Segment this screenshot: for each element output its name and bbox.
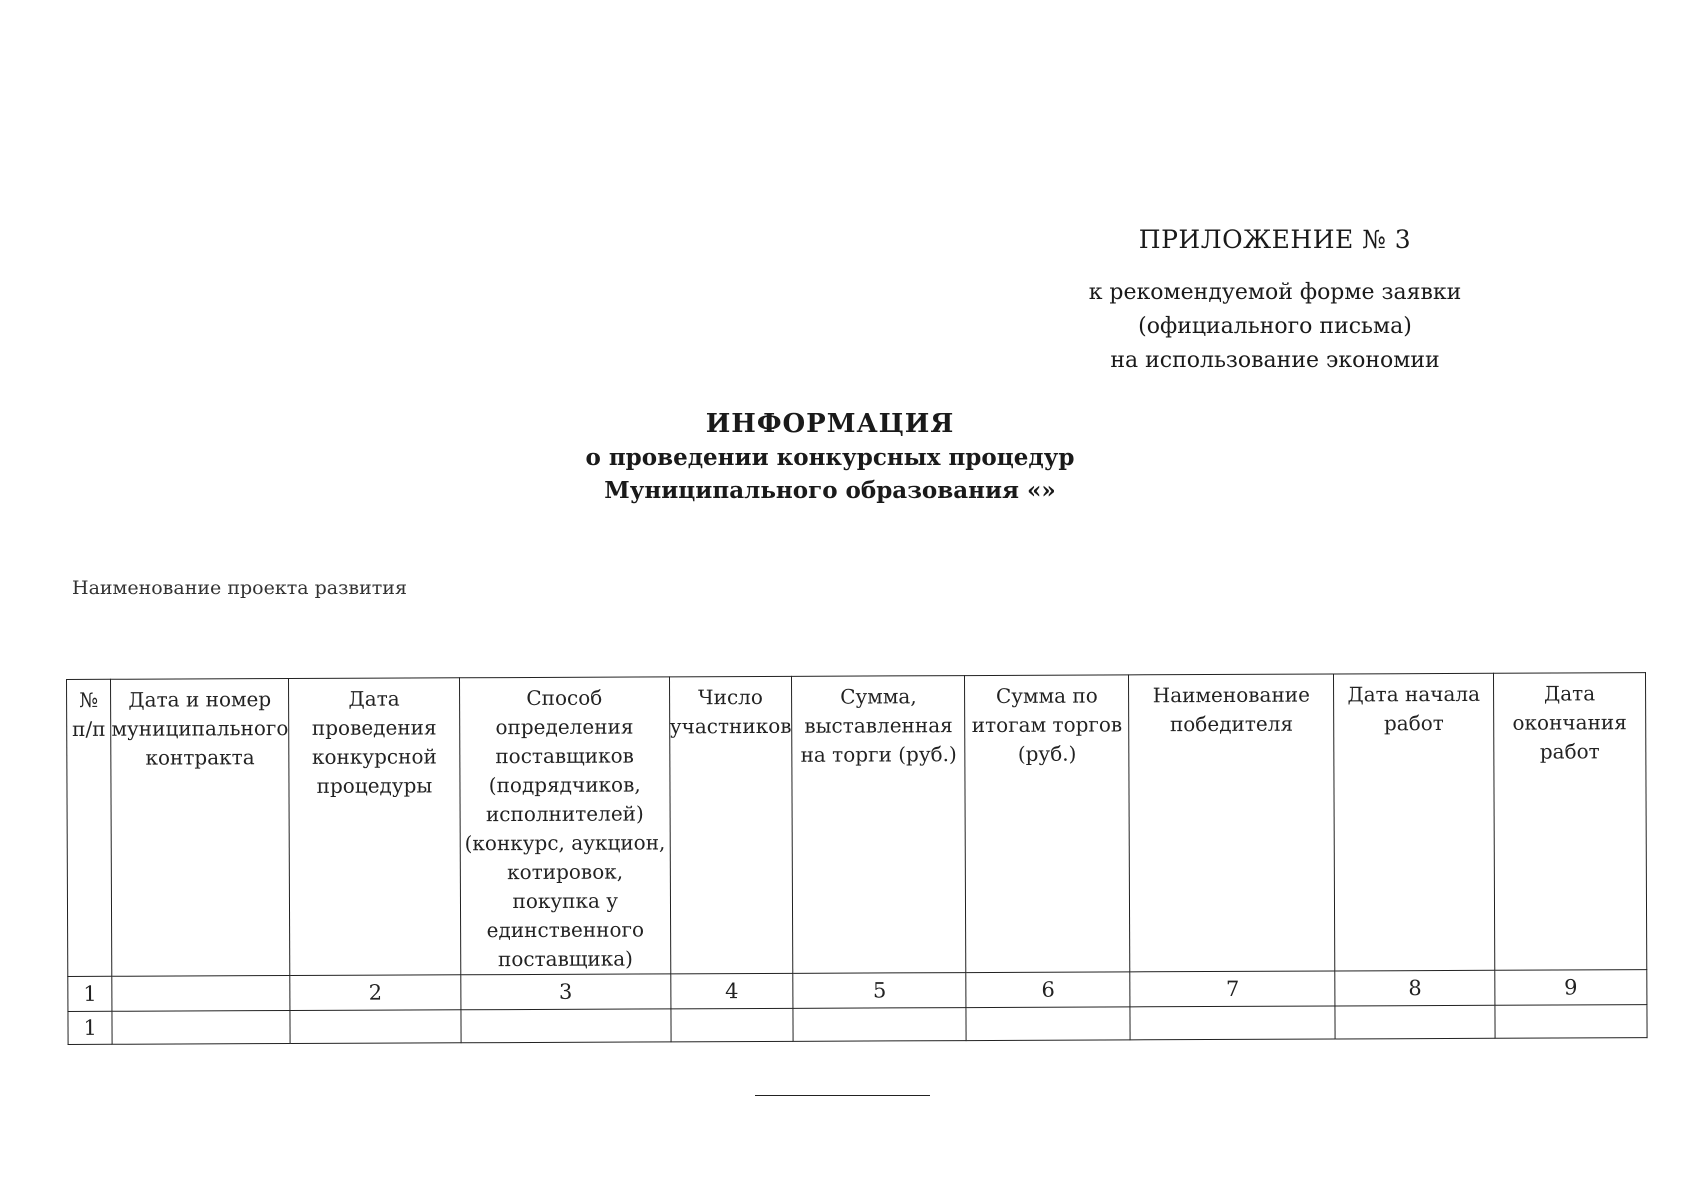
column-header: Дата и номер муниципального контракта bbox=[111, 679, 290, 977]
table-cell: 9 bbox=[1495, 970, 1647, 1006]
project-name-label: Наименование проекта развития bbox=[72, 577, 407, 599]
table-cell: 1 bbox=[68, 976, 112, 1011]
annex-line: к рекомендуемой форме заявки bbox=[1088, 280, 1462, 305]
annex-title: ПРИЛОЖЕНИЕ № 3 bbox=[1138, 225, 1412, 254]
column-header: Дата окончания работ bbox=[1493, 673, 1646, 971]
table-cell bbox=[793, 1008, 966, 1042]
column-header: Дата начала работ bbox=[1334, 673, 1495, 971]
column-header: Сумма по итогам торгов (руб.) bbox=[965, 675, 1130, 973]
table-cell bbox=[290, 1010, 461, 1044]
table-cell bbox=[966, 1007, 1130, 1041]
table-header-row bbox=[67, 673, 1647, 977]
annex-subtitle bbox=[1060, 276, 1490, 378]
table-cell: 4 bbox=[670, 973, 793, 1009]
column-header: № п/п bbox=[67, 679, 113, 976]
table-cell bbox=[461, 1009, 671, 1043]
table-cell: 7 bbox=[1130, 971, 1335, 1007]
table-cell: 3 bbox=[461, 974, 671, 1010]
document-title: ИНФОРМАЦИЯ bbox=[705, 409, 955, 439]
column-header: Сумма, выставленная на торги (руб.) bbox=[792, 676, 966, 974]
table-cell: 5 bbox=[793, 973, 966, 1009]
document-heading bbox=[480, 407, 1180, 507]
table-cell: 2 bbox=[290, 975, 461, 1011]
annex-line: на использование экономии bbox=[1110, 348, 1440, 373]
document-subtitle: Муниципального образования «» bbox=[604, 477, 1056, 504]
table-cell: 1 bbox=[68, 1011, 112, 1044]
table-cell bbox=[1495, 1005, 1647, 1039]
column-header: Дата проведения конкурсной процедуры bbox=[289, 678, 461, 976]
column-header: Наименование победителя bbox=[1129, 674, 1336, 972]
table-cell bbox=[112, 976, 290, 1012]
table-row bbox=[68, 1005, 1647, 1045]
table-cell: 8 bbox=[1335, 970, 1495, 1006]
procedures-table bbox=[66, 672, 1648, 1045]
column-header: Число участников bbox=[669, 676, 793, 974]
table-cell bbox=[1335, 1005, 1495, 1039]
column-header: Способ определения поставщиков (подрядчиков, исполнителей) (конкурс, аукцион, котировок, покупка у единственного поставщика) bbox=[459, 677, 670, 975]
document-subtitle: о проведении конкурсных процедур bbox=[585, 444, 1075, 471]
annex-line: (официального письма) bbox=[1138, 314, 1412, 339]
footer-divider bbox=[755, 1095, 930, 1096]
table-cell: 6 bbox=[966, 972, 1130, 1008]
table-cell bbox=[112, 1011, 290, 1045]
table-cell bbox=[1130, 1006, 1335, 1040]
table-cell bbox=[671, 1008, 794, 1042]
